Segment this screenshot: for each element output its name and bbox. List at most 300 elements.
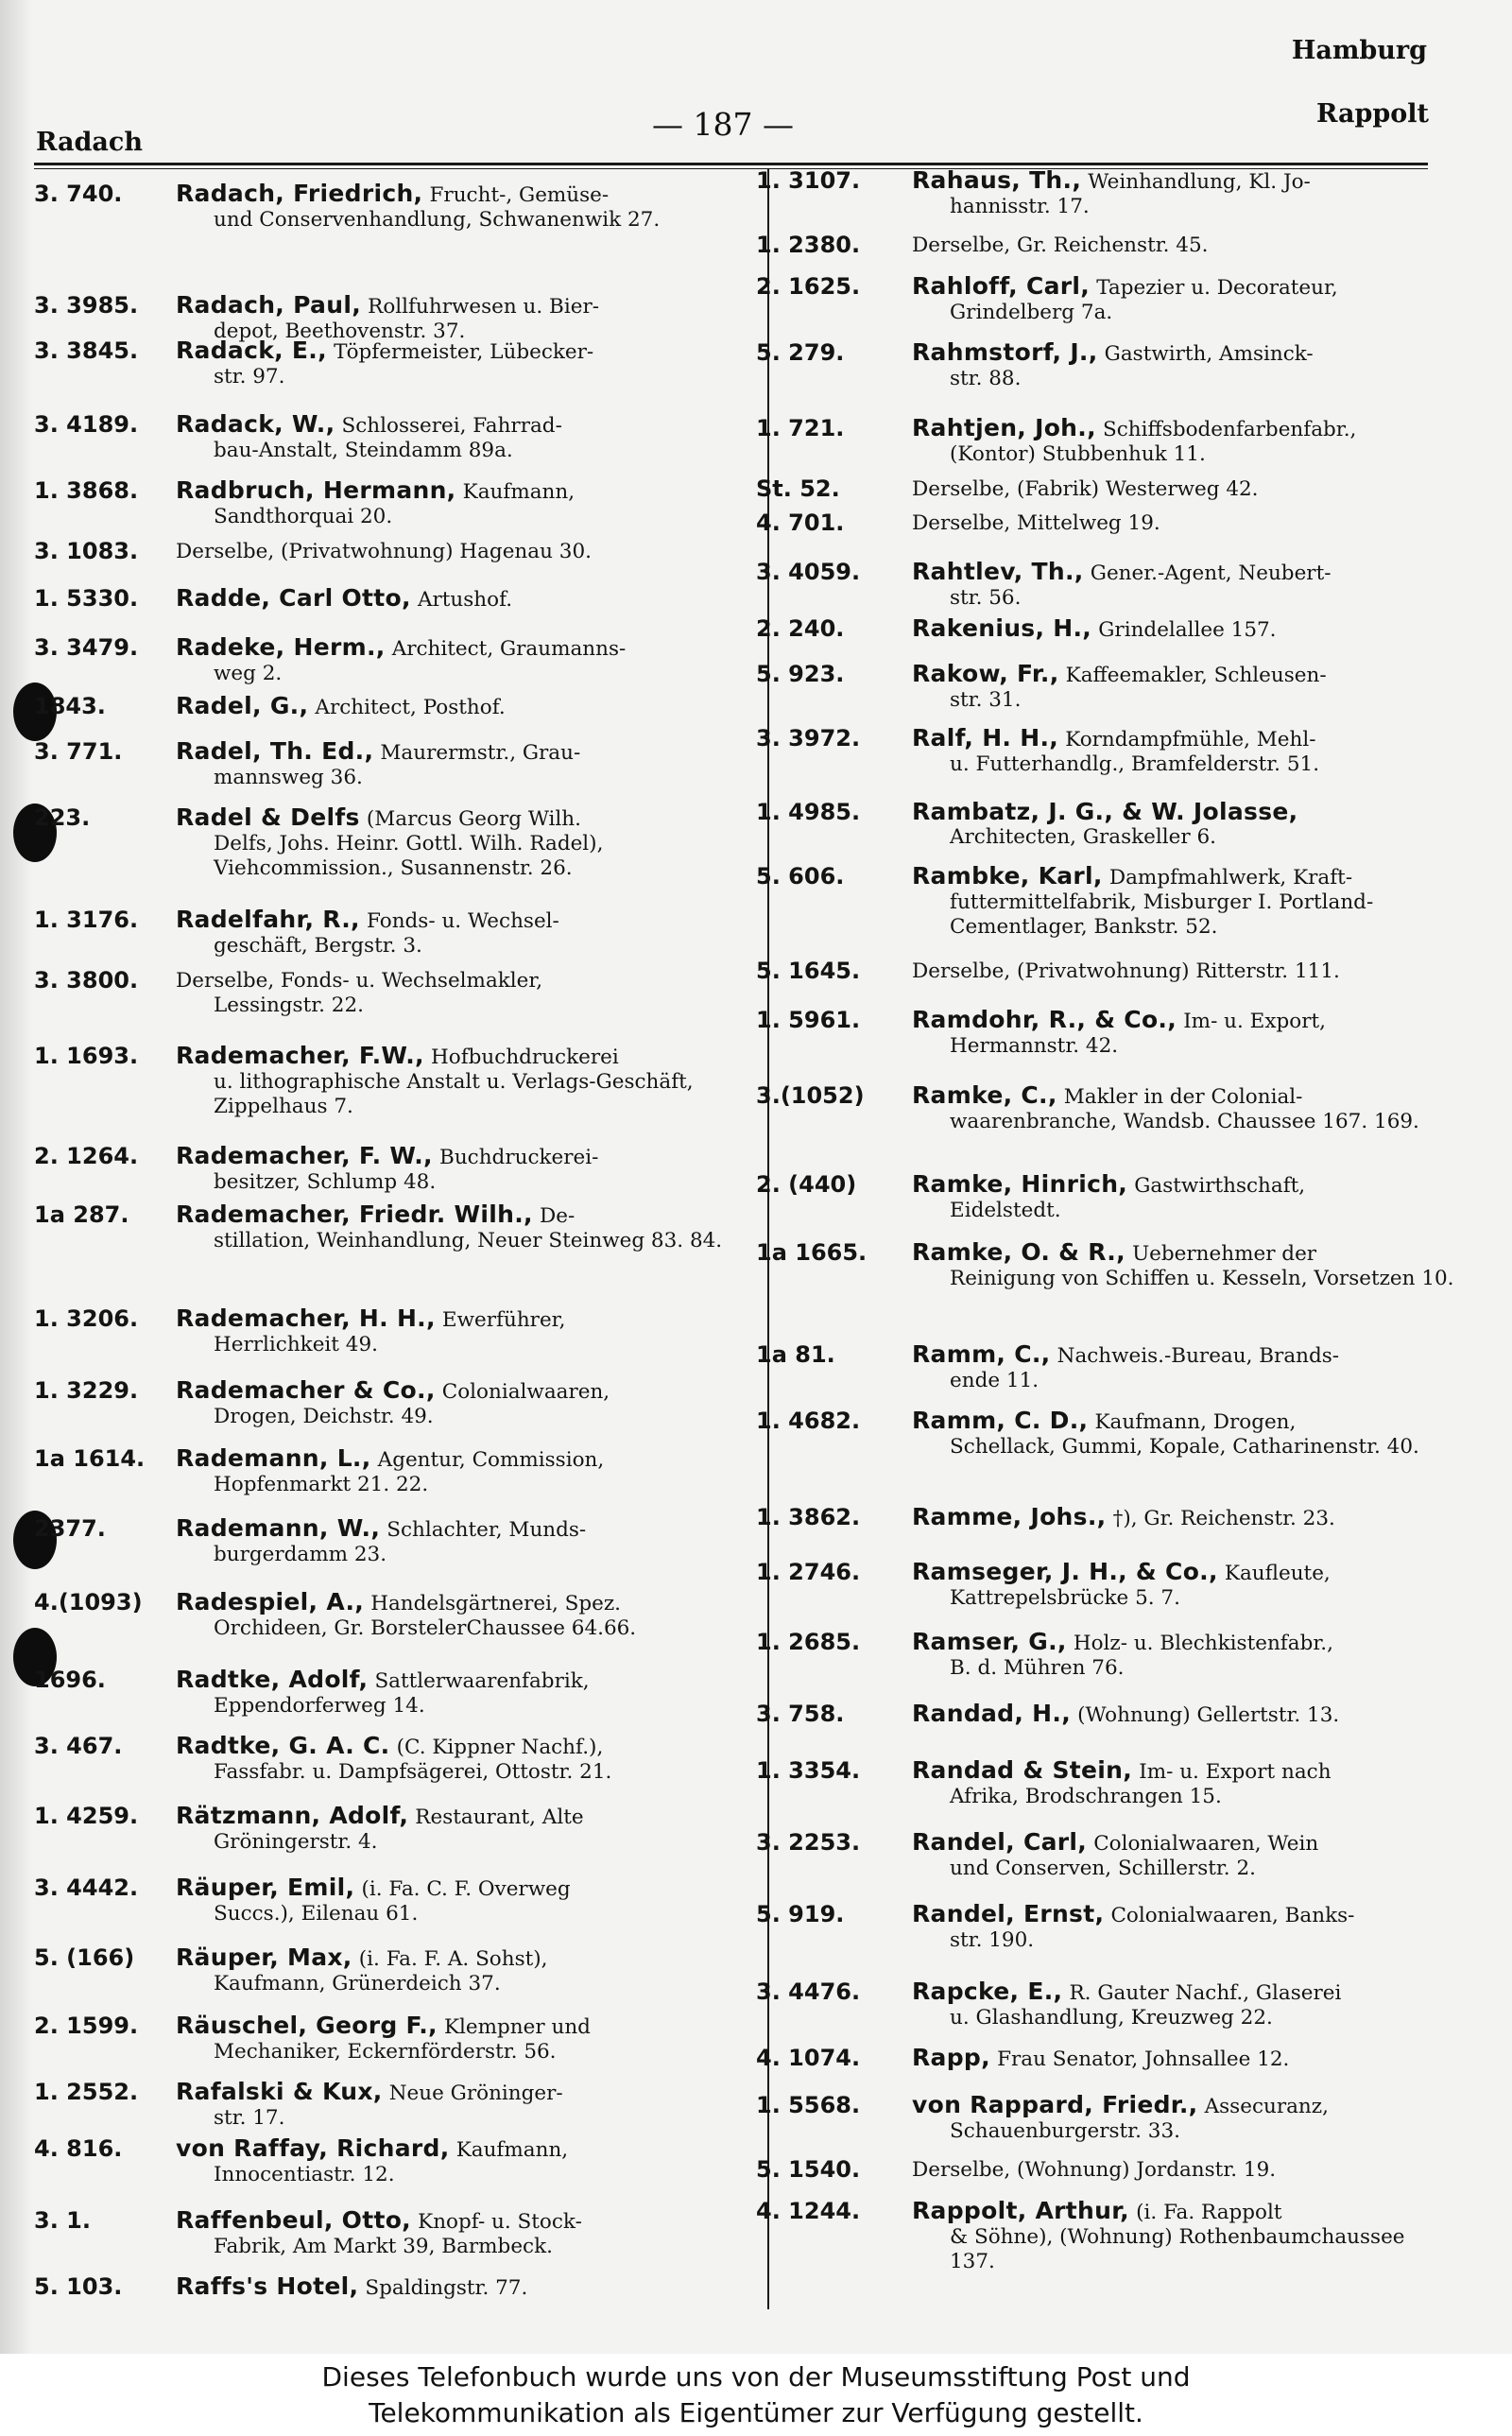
entry-description: R. Gauter Nachf., Glaserei: [1069, 1981, 1342, 2005]
directory-entry: [34, 412, 762, 463]
entry-description: (C. Kippner Nachf.),: [396, 1736, 604, 1759]
entry-continuation: Mechaniker, Eckernförderstr. 56.: [214, 2040, 557, 2064]
entry-body: [176, 1378, 762, 1429]
entry-continuation: Eppendorferweg 14.: [214, 1694, 425, 1718]
entry-continuation: Hermannstr. 42.: [950, 1034, 1119, 1058]
entry-body: [912, 2046, 1455, 2072]
entry-name: von Rappard, Friedr.,: [912, 2091, 1198, 2118]
entry-name: Ramm, C.,: [912, 1340, 1051, 1368]
phone-number: 2. 1625.: [756, 273, 861, 300]
entry-description: Restaurant, Alte: [415, 1805, 584, 1829]
phone-number: 5. 103.: [34, 2273, 123, 2300]
entry-continuation: Kattrepelsbrücke 5. 7.: [950, 1586, 1180, 1610]
directory-entry: [34, 1378, 762, 1429]
entry-name: Rademacher & Co.,: [176, 1376, 436, 1404]
directory-entry: [756, 1560, 1455, 1611]
directory-entry: [756, 2157, 1455, 2183]
entry-continuation: depot, Beethovenstr. 37.: [214, 320, 466, 343]
entry-description: Korndampfmühle, Mehl-: [1065, 728, 1316, 752]
directory-entry: [756, 662, 1455, 713]
entry-description: Derselbe, (Fabrik) Westerweg 42.: [912, 477, 1259, 501]
entry-body: [176, 2080, 762, 2131]
entry-name: Radach, Paul,: [176, 291, 361, 319]
entry-continuation: Eidelstedt.: [950, 1199, 1061, 1222]
entry-description: Derselbe, Gr. Reichenstr. 45.: [912, 233, 1209, 257]
phone-number: 2. 240.: [756, 615, 845, 642]
entry-continuation: B. d. Mühren 76.: [950, 1656, 1125, 1680]
directory-entry: [756, 1172, 1455, 1223]
entry-name: Rademacher, H. H.,: [176, 1304, 436, 1332]
entry-name: Raffenbeul, Otto,: [176, 2206, 411, 2234]
entry-body: [176, 968, 762, 1018]
directory-entry: [34, 1516, 762, 1567]
phone-number: 1843.: [34, 693, 106, 719]
entry-description: Architect, Posthof.: [315, 696, 506, 719]
directory-entry: [756, 1630, 1455, 1681]
entry-body: [176, 1667, 762, 1719]
directory-entry: [756, 560, 1455, 611]
entry-description: Gastwirthschaft,: [1134, 1174, 1306, 1198]
directory-entry: [756, 1830, 1455, 1881]
phone-number: 4. 701.: [756, 510, 845, 536]
entry-description: Assecuranz,: [1204, 2095, 1329, 2118]
entry-body: [176, 412, 762, 463]
entry-body: [912, 2199, 1455, 2274]
phone-number: 2. 1599.: [34, 2013, 139, 2039]
directory-entry: [756, 1408, 1455, 1460]
phone-number: 1. 5961.: [756, 1007, 861, 1033]
entry-description: Buchdruckerei-: [439, 1146, 599, 1169]
entry-body: [912, 168, 1455, 219]
phone-number: 3. 740.: [34, 181, 123, 207]
entry-name: Radtke, Adolf,: [176, 1666, 369, 1693]
phone-number: 1. 2685.: [756, 1629, 861, 1655]
entry-continuation: & Söhne), (Wohnung) Rothenbaumchaussee 137.: [950, 2225, 1405, 2273]
entry-description: Kaufmann,: [462, 480, 576, 504]
entry-body: [912, 1979, 1455, 2030]
phone-number: 2. (440): [756, 1171, 857, 1198]
entry-description: Derselbe, (Privatwohnung) Hagenau 30.: [176, 540, 592, 563]
footer-line-1: Dieses Telefonbuch wurde uns von der Museumsstiftung Post und: [321, 2361, 1191, 2393]
entry-body: [176, 586, 762, 613]
entry-continuation: Delfs, Johs. Heinr. Gottl. Wilh. Radel), Viehcommission., Susannenstr. 26.: [214, 832, 604, 880]
directory-entry: [756, 476, 1455, 502]
directory-entry: [34, 181, 762, 233]
entry-name: Rätzmann, Adolf,: [176, 1802, 409, 1829]
entry-description: De-: [539, 1204, 576, 1228]
entry-name: Ramser, G.,: [912, 1628, 1067, 1655]
phone-number: 1. 721.: [756, 415, 845, 441]
entry-body: [912, 476, 1455, 502]
directory-entry: [756, 616, 1455, 643]
directory-entry: [756, 864, 1455, 940]
range-start-header: Radach: [36, 128, 143, 157]
phone-number: 1a 81.: [756, 1341, 835, 1368]
directory-entry: [756, 340, 1455, 391]
directory-entry: [34, 1734, 762, 1785]
directory-entry: [756, 1979, 1455, 2030]
entry-description: Holz- u. Blechkistenfabr.,: [1073, 1632, 1333, 1655]
entry-name: Radbruch, Hermann,: [176, 476, 456, 504]
entry-body: [912, 800, 1455, 850]
entry-description: Derselbe, (Privatwohnung) Ritterstr. 111.: [912, 959, 1340, 983]
entry-body: [912, 1505, 1455, 1531]
entry-continuation: mannsweg 36.: [214, 766, 363, 789]
entry-continuation: burgerdamm 23.: [214, 1543, 387, 1566]
directory-entry: [756, 2093, 1455, 2144]
entry-description: Ewerführer,: [441, 1308, 566, 1332]
entry-name: Radel, G.,: [176, 692, 309, 719]
directory-entry: [756, 959, 1455, 984]
entry-body: [176, 539, 762, 564]
entry-description: Handelsgärtnerei, Spez.: [370, 1592, 622, 1615]
entry-body: [912, 1902, 1455, 1953]
entry-continuation: ende 11.: [950, 1369, 1040, 1392]
entry-description: Dampfmahlwerk, Kraft-: [1108, 866, 1353, 890]
phone-number: 3. 4442.: [34, 1875, 139, 1901]
phone-number: 5. 1540.: [756, 2156, 861, 2183]
entry-description: (i. Fa. C. F. Overweg: [361, 1877, 571, 1901]
entry-name: Rahtjen, Joh.,: [912, 414, 1096, 441]
directory-entry: [34, 1875, 762, 1926]
phone-number: 3. 3800.: [34, 967, 139, 993]
entry-description: Hofbuchdruckerei: [431, 1045, 619, 1069]
city-header: Hamburg: [1291, 36, 1427, 65]
entry-name: Radach, Friedrich,: [176, 180, 423, 207]
entry-description: Uebernehmer der: [1132, 1242, 1317, 1266]
entry-description: Sattlerwaarenfabrik,: [374, 1669, 590, 1693]
directory-entry: [756, 510, 1455, 536]
directory-entry: [756, 726, 1455, 777]
directory-entry: [34, 2208, 762, 2259]
entry-body: [176, 694, 762, 720]
directory-entry: [756, 1505, 1455, 1531]
entry-body: [912, 510, 1455, 536]
entry-continuation: waarenbranche, Wandsb. Chaussee 167. 169.: [950, 1110, 1419, 1133]
entry-continuation: Lessingstr. 22.: [214, 993, 365, 1017]
entry-name: Ralf, H. H.,: [912, 724, 1059, 752]
entry-body: [912, 1560, 1455, 1611]
entry-body: [176, 1446, 762, 1497]
entry-name: von Raffay, Richard,: [176, 2134, 450, 2162]
entry-description: Im- u. Export,: [1183, 1010, 1326, 1033]
page-number: — 187 —: [652, 106, 794, 143]
entry-body: [176, 2013, 762, 2065]
directory-entry: [756, 1240, 1455, 1291]
entry-name: Ramke, C.,: [912, 1081, 1057, 1109]
entry-description: Klempner und: [443, 2015, 591, 2039]
directory-entry: [756, 1702, 1455, 1728]
directory-entry: [34, 805, 762, 881]
phone-number: 1. 3354.: [756, 1757, 861, 1784]
phone-number: 1. 3862.: [756, 1504, 861, 1530]
phone-number: 1. 2746.: [756, 1559, 861, 1585]
phone-number: 1. 4682.: [756, 1408, 861, 1434]
entry-description: Spaldingstr. 77.: [365, 2276, 528, 2300]
entry-description: Weinhandlung, Kl. Jo-: [1088, 170, 1311, 194]
directory-entry: [34, 338, 762, 389]
directory-entry: [756, 1902, 1455, 1953]
entry-body: [176, 2274, 762, 2301]
entry-description: Tapezier u. Decorateur,: [1096, 276, 1338, 300]
entry-name: Radeke, Herm.,: [176, 633, 386, 661]
entry-body: [912, 864, 1455, 940]
range-end-header: Rappolt: [1315, 99, 1429, 129]
directory-entry: [34, 1945, 762, 1996]
directory-entry: [34, 1667, 762, 1719]
entry-description: (i. Fa. Rappolt: [1136, 2201, 1282, 2224]
directory-entry: [756, 2046, 1455, 2072]
entry-description: Colonialwaaren, Banks-: [1110, 1904, 1355, 1927]
entry-name: Rambke, Karl,: [912, 862, 1103, 890]
entry-continuation: Afrika, Brodschrangen 15.: [950, 1785, 1222, 1808]
entry-continuation: str. 190.: [950, 1928, 1035, 1952]
entry-name: Ramke, Hinrich,: [912, 1170, 1128, 1198]
entry-body: [176, 1734, 762, 1785]
phone-number: 3. 3985.: [34, 292, 139, 319]
entry-name: Radelfahr, R.,: [176, 906, 360, 933]
entry-body: [176, 739, 762, 790]
entry-continuation: bau-Anstalt, Steindamm 89a.: [214, 439, 513, 462]
entry-name: Rahloff, Carl,: [912, 272, 1091, 300]
directory-entry: [756, 1758, 1455, 1809]
entry-continuation: und Conserven, Schillerstr. 2.: [950, 1857, 1256, 1880]
entry-name: Rademann, W.,: [176, 1514, 381, 1542]
directory-entry: [34, 1590, 762, 1641]
entry-continuation: Fassfabr. u. Dampfsägerei, Ottostr. 21.: [214, 1760, 612, 1784]
footer-notice: [0, 2354, 1512, 2436]
entry-body: [912, 1630, 1455, 1681]
entry-description: Frau Senator, Johnsallee 12.: [997, 2047, 1290, 2071]
entry-continuation: hannisstr. 17.: [950, 195, 1090, 218]
entry-name: Rapcke, E.,: [912, 1978, 1063, 2005]
entry-body: [176, 1202, 762, 1253]
entry-description: Architect, Graumanns-: [391, 637, 627, 661]
directory-entry: [34, 1804, 762, 1855]
footer-line-2: Telekommunikation als Eigentümer zur Verfügung gestellt.: [369, 2397, 1143, 2428]
entry-continuation: str. 17.: [214, 2106, 285, 2130]
entry-continuation: str. 56.: [950, 586, 1022, 610]
entry-name: Räuschel, Georg F.,: [176, 2012, 438, 2039]
entry-name: Radel & Delfs: [176, 803, 360, 831]
entry-name: Rademacher, F.W.,: [176, 1042, 424, 1069]
entry-description: Derselbe, (Wohnung) Jordanstr. 19.: [912, 2158, 1277, 2182]
entry-body: [176, 1306, 762, 1357]
phone-number: 3. 1.: [34, 2207, 91, 2234]
entry-name: Randel, Carl,: [912, 1828, 1088, 1856]
directory-entry: [34, 1144, 762, 1195]
entry-description: Grindelallee 157.: [1098, 618, 1277, 642]
phone-number: 1696.: [34, 1667, 106, 1693]
entry-name: Rambatz, J. G., & W. Jolasse,: [912, 798, 1298, 825]
entry-body: [176, 478, 762, 529]
directory-entry: [34, 635, 762, 686]
entry-description: Fonds- u. Wechsel-: [367, 909, 559, 933]
phone-number: 3. 758.: [756, 1701, 845, 1727]
entry-continuation: Herrlichkeit 49.: [214, 1333, 378, 1356]
directory-entry: [756, 233, 1455, 258]
entry-description: Schlosserei, Fahrrad-: [341, 414, 562, 438]
phone-number: 2377.: [34, 1515, 106, 1542]
phone-number: 3. 1083.: [34, 538, 139, 564]
entry-description: Neue Gröninger-: [388, 2082, 563, 2105]
entry-name: Räuper, Emil,: [176, 1874, 355, 1901]
directory-entry: [34, 2136, 762, 2187]
phone-number: 1. 4985.: [756, 799, 861, 825]
entry-name: Rappolt, Arthur,: [912, 2197, 1129, 2224]
entry-continuation: Kaufmann, Grünerdeich 37.: [214, 1972, 501, 1995]
entry-name: Raffs's Hotel,: [176, 2272, 359, 2300]
phone-number: 5. 1645.: [756, 958, 861, 984]
entry-name: Rahtlev, Th.,: [912, 558, 1084, 585]
directory-entry: [34, 2080, 762, 2131]
directory-entry: [34, 1306, 762, 1357]
entry-body: [176, 635, 762, 686]
phone-number: St. 52.: [756, 475, 840, 502]
phone-number: 3. 467.: [34, 1733, 123, 1759]
entry-description: Schlachter, Munds-: [387, 1518, 587, 1542]
phone-number: 1. 3229.: [34, 1377, 139, 1404]
entry-body: [176, 2136, 762, 2187]
entry-continuation: Gröningerstr. 4.: [214, 1830, 378, 1854]
entry-description: Makler in der Colonial-: [1063, 1085, 1303, 1109]
phone-number: 1. 2552.: [34, 2079, 139, 2105]
directory-entry: [34, 2013, 762, 2065]
directory-entry: [34, 1446, 762, 1497]
entry-name: Rafalski & Kux,: [176, 2078, 383, 2105]
directory-entry: [34, 478, 762, 529]
phone-number: 3. 4059.: [756, 559, 861, 585]
entry-name: Randel, Ernst,: [912, 1900, 1105, 1927]
directory-entry: [756, 416, 1455, 467]
entry-description: Colonialwaaren,: [441, 1380, 610, 1404]
phone-number: 4. 1074.: [756, 2045, 861, 2071]
entry-body: [912, 1083, 1455, 1134]
phone-number: 1. 5330.: [34, 585, 139, 612]
directory-entry: [34, 1202, 762, 1253]
phone-number: 5. 923.: [756, 661, 845, 687]
phone-number: 1a 287.: [34, 1201, 129, 1228]
entry-body: [912, 662, 1455, 713]
phone-number: 1. 3206.: [34, 1305, 139, 1332]
phone-number: 3. 2253.: [756, 1829, 861, 1856]
entry-name: Rahmstorf, J.,: [912, 338, 1098, 366]
entry-description: Colonialwaaren, Wein: [1093, 1832, 1319, 1856]
entry-body: [176, 338, 762, 389]
entry-body: [912, 1702, 1455, 1728]
entry-body: [912, 1172, 1455, 1223]
entry-continuation: u. Glashandlung, Kreuzweg 22.: [950, 2006, 1273, 2030]
entry-name: Radtke, G. A. C.: [176, 1732, 390, 1759]
entry-body: [176, 1590, 762, 1641]
entry-body: [912, 2157, 1455, 2183]
entry-continuation: Schellack, Gummi, Kopale, Catharinenstr. 40.: [950, 1435, 1419, 1459]
phone-number: 4.(1093): [34, 1589, 143, 1615]
phone-number: 3. 771.: [34, 738, 123, 765]
entry-continuation: Schauenburgerstr. 33.: [950, 2119, 1180, 2143]
phone-number: 3.(1052): [756, 1082, 865, 1109]
entry-body: [176, 1516, 762, 1567]
entry-description: Gener.-Agent, Neubert-: [1090, 561, 1332, 585]
entry-body: [912, 1408, 1455, 1460]
phone-number: 5. (166): [34, 1944, 135, 1971]
entry-name: Rakenius, H.,: [912, 614, 1092, 642]
phone-number: 5. 606.: [756, 863, 845, 890]
entry-continuation: u. lithographische Anstalt u. Verlags-Geschäft, Zippelhaus 7.: [214, 1070, 694, 1118]
entry-body: [912, 560, 1455, 611]
entry-name: Ramm, C. D.,: [912, 1407, 1089, 1434]
entry-description: (i. Fa. F. A. Sohst),: [358, 1947, 548, 1971]
entry-name: Ramseger, J. H., & Co.,: [912, 1558, 1218, 1585]
entry-name: Radack, W.,: [176, 410, 335, 438]
header-rule: [34, 163, 1428, 165]
entry-continuation: Drogen, Deichstr. 49.: [214, 1405, 434, 1428]
entry-body: [912, 726, 1455, 777]
entry-continuation: Innocentiastr. 12.: [214, 2163, 395, 2186]
entry-continuation: Hopfenmarkt 21. 22.: [214, 1473, 429, 1496]
entry-continuation: Reinigung von Schiffen u. Kesseln, Vorsetzen 10.: [950, 1267, 1454, 1290]
entry-body: [912, 416, 1455, 467]
entry-continuation: geschäft, Bergstr. 3.: [214, 934, 422, 958]
entry-description: †), Gr. Reichenstr. 23.: [1112, 1507, 1335, 1530]
phone-number: 3. 3479.: [34, 634, 139, 661]
entry-body: [912, 233, 1455, 258]
entry-body: [912, 1758, 1455, 1809]
entry-description: Kaufmann, Drogen,: [1094, 1410, 1297, 1434]
entry-description: Schiffsbodenfarbenfabr.,: [1103, 418, 1357, 441]
entry-description: Agentur, Commission,: [377, 1448, 605, 1472]
entry-name: Radack, E.,: [176, 337, 327, 364]
entry-name: Radde, Carl Otto,: [176, 584, 411, 612]
entry-body: [176, 805, 762, 881]
entry-name: Ramke, O. & R.,: [912, 1238, 1125, 1266]
directory-entry: [34, 586, 762, 613]
directory-entry: [34, 739, 762, 790]
entry-continuation: str. 88.: [950, 367, 1022, 390]
entry-body: [176, 1144, 762, 1195]
phone-number: 5. 919.: [756, 1901, 845, 1927]
entry-name: Räuper, Max,: [176, 1944, 352, 1971]
entry-continuation: weg 2.: [214, 662, 283, 685]
entry-body: [176, 1875, 762, 1926]
entry-description: (Wohnung) Gellertstr. 13.: [1077, 1703, 1340, 1727]
entry-description: Knopf- u. Stock-: [418, 2210, 582, 2234]
directory-entry: [34, 694, 762, 720]
directory-entry: [756, 1083, 1455, 1134]
entry-description: Maurermstr., Grau-: [380, 741, 581, 765]
phone-number: 1. 3868.: [34, 477, 139, 504]
entry-body: [912, 1240, 1455, 1291]
directory-entry: [34, 2274, 762, 2301]
phone-number: 1. 5568.: [756, 2092, 861, 2118]
entry-description: Artushof.: [417, 588, 513, 612]
phone-number: 1a 1665.: [756, 1239, 868, 1266]
entry-continuation: str. 31.: [950, 688, 1022, 712]
directory-entry: [756, 1008, 1455, 1059]
entry-continuation: besitzer, Schlump 48.: [214, 1170, 437, 1194]
entry-continuation: Architecten, Graskeller 6.: [950, 825, 1217, 849]
entry-body: [912, 616, 1455, 643]
directory-entry: [34, 293, 762, 344]
entry-continuation: (Kontor) Stubbenhuk 11.: [950, 442, 1206, 466]
entry-description: Nachweis.-Bureau, Brands-: [1057, 1344, 1340, 1368]
entry-body: [176, 907, 762, 959]
entry-name: Rademacher, Friedr. Wilh.,: [176, 1201, 533, 1228]
entry-description: Kaffeemakler, Schleusen-: [1065, 664, 1327, 687]
phone-number: 3. 3972.: [756, 725, 861, 752]
directory-entry: [756, 800, 1455, 850]
entry-description: Töpfermeister, Lübecker-: [334, 340, 594, 364]
